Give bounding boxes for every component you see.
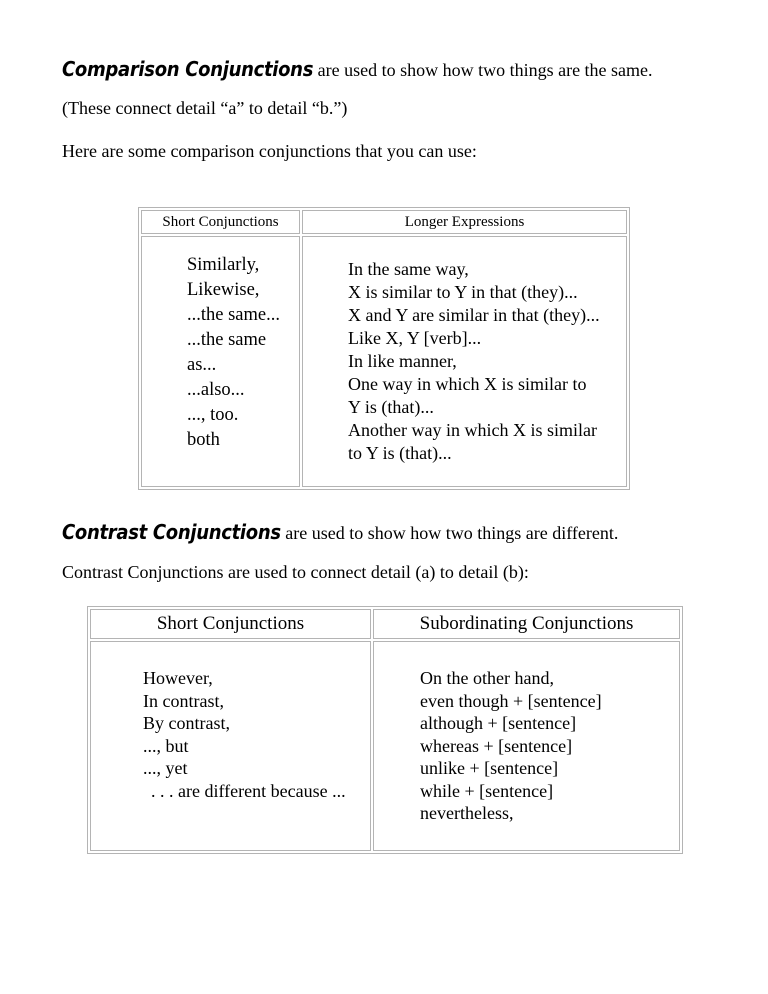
contrast-short-line: In contrast,	[143, 690, 224, 711]
comparison-heading-rest: are used to show how two things are the same.	[313, 60, 653, 80]
comparison-short-cell	[141, 236, 300, 487]
comparison-short-line: Similarly,	[187, 255, 260, 275]
contrast-subordinating-line: whereas + [sentence]	[420, 735, 573, 756]
comparison-header-short: Short Conjunctions	[141, 210, 300, 234]
comparison-table	[138, 207, 630, 490]
contrast-table-header-row	[90, 609, 680, 639]
contrast-short-cell	[90, 641, 371, 851]
contrast-heading-rest: are used to show how two things are different.	[280, 523, 619, 543]
comparison-longer-line: In like manner,	[348, 351, 457, 371]
comparison-table-header-row	[141, 210, 627, 234]
contrast-header-short: Short Conjunctions	[90, 609, 371, 639]
contrast-subordinating-line: even though + [sentence]	[420, 690, 602, 711]
contrast-short-line: ..., but	[143, 735, 189, 756]
contrast-subordinating-cell	[373, 641, 680, 851]
comparison-longer-line: X is similar to Y in that (they)...	[348, 282, 578, 302]
contrast-subordinating-line: nevertheless,	[420, 803, 514, 823]
contrast-heading-paragraph	[62, 521, 618, 544]
comparison-intro: Here are some comparison conjunctions that you can use:	[62, 141, 477, 161]
comparison-short-line: ...also...	[187, 380, 245, 400]
comparison-short-line: both	[187, 430, 220, 450]
comparison-longer-line: Another way in which X is similar	[348, 420, 597, 440]
comparison-longer-line: to Y is (that)...	[348, 443, 452, 463]
comparison-table-body-row	[141, 236, 627, 487]
contrast-short-line: . . . are different because ...	[151, 780, 346, 801]
comparison-longer-line: Like X, Y [verb]...	[348, 328, 482, 348]
contrast-subordinating-line: while + [sentence]	[420, 780, 554, 801]
comparison-longer-line: X and Y are similar in that (they)...	[348, 305, 600, 325]
contrast-short-line: By contrast,	[143, 713, 230, 733]
comparison-short-line: as...	[187, 355, 217, 375]
comparison-short-line: ...the same	[187, 330, 267, 350]
comparison-longer-line: Y is (that)...	[348, 397, 434, 417]
contrast-subordinating-line: unlike + [sentence]	[420, 758, 559, 778]
comparison-header-longer: Longer Expressions	[302, 210, 627, 234]
contrast-header-subordinating: Subordinating Conjunctions	[373, 609, 680, 639]
comparison-longer-line: One way in which X is similar to	[348, 374, 587, 394]
comparison-heading: Comparison Conjunctions	[62, 57, 314, 81]
contrast-intro: Contrast Conjunctions are used to connect detail (a) to detail (b):	[62, 562, 529, 582]
contrast-subordinating-line: although + [sentence]	[420, 713, 577, 733]
contrast-table-body-row	[90, 641, 680, 851]
contrast-table	[87, 606, 683, 854]
comparison-short-line: ..., too.	[187, 405, 239, 425]
comparison-longer-line: In the same way,	[348, 259, 469, 279]
comparison-short-line: Likewise,	[187, 280, 260, 300]
contrast-short-line: However,	[143, 668, 213, 688]
comparison-longer-cell	[302, 236, 627, 487]
comparison-heading-paragraph	[62, 58, 653, 81]
contrast-short-line: ..., yet	[143, 758, 188, 778]
contrast-subordinating-line: On the other hand,	[420, 668, 554, 688]
comparison-note: (These connect detail “a” to detail “b.”)	[62, 98, 348, 118]
comparison-short-line: ...the same...	[187, 305, 280, 325]
contrast-heading: Contrast Conjunctions	[62, 520, 281, 544]
